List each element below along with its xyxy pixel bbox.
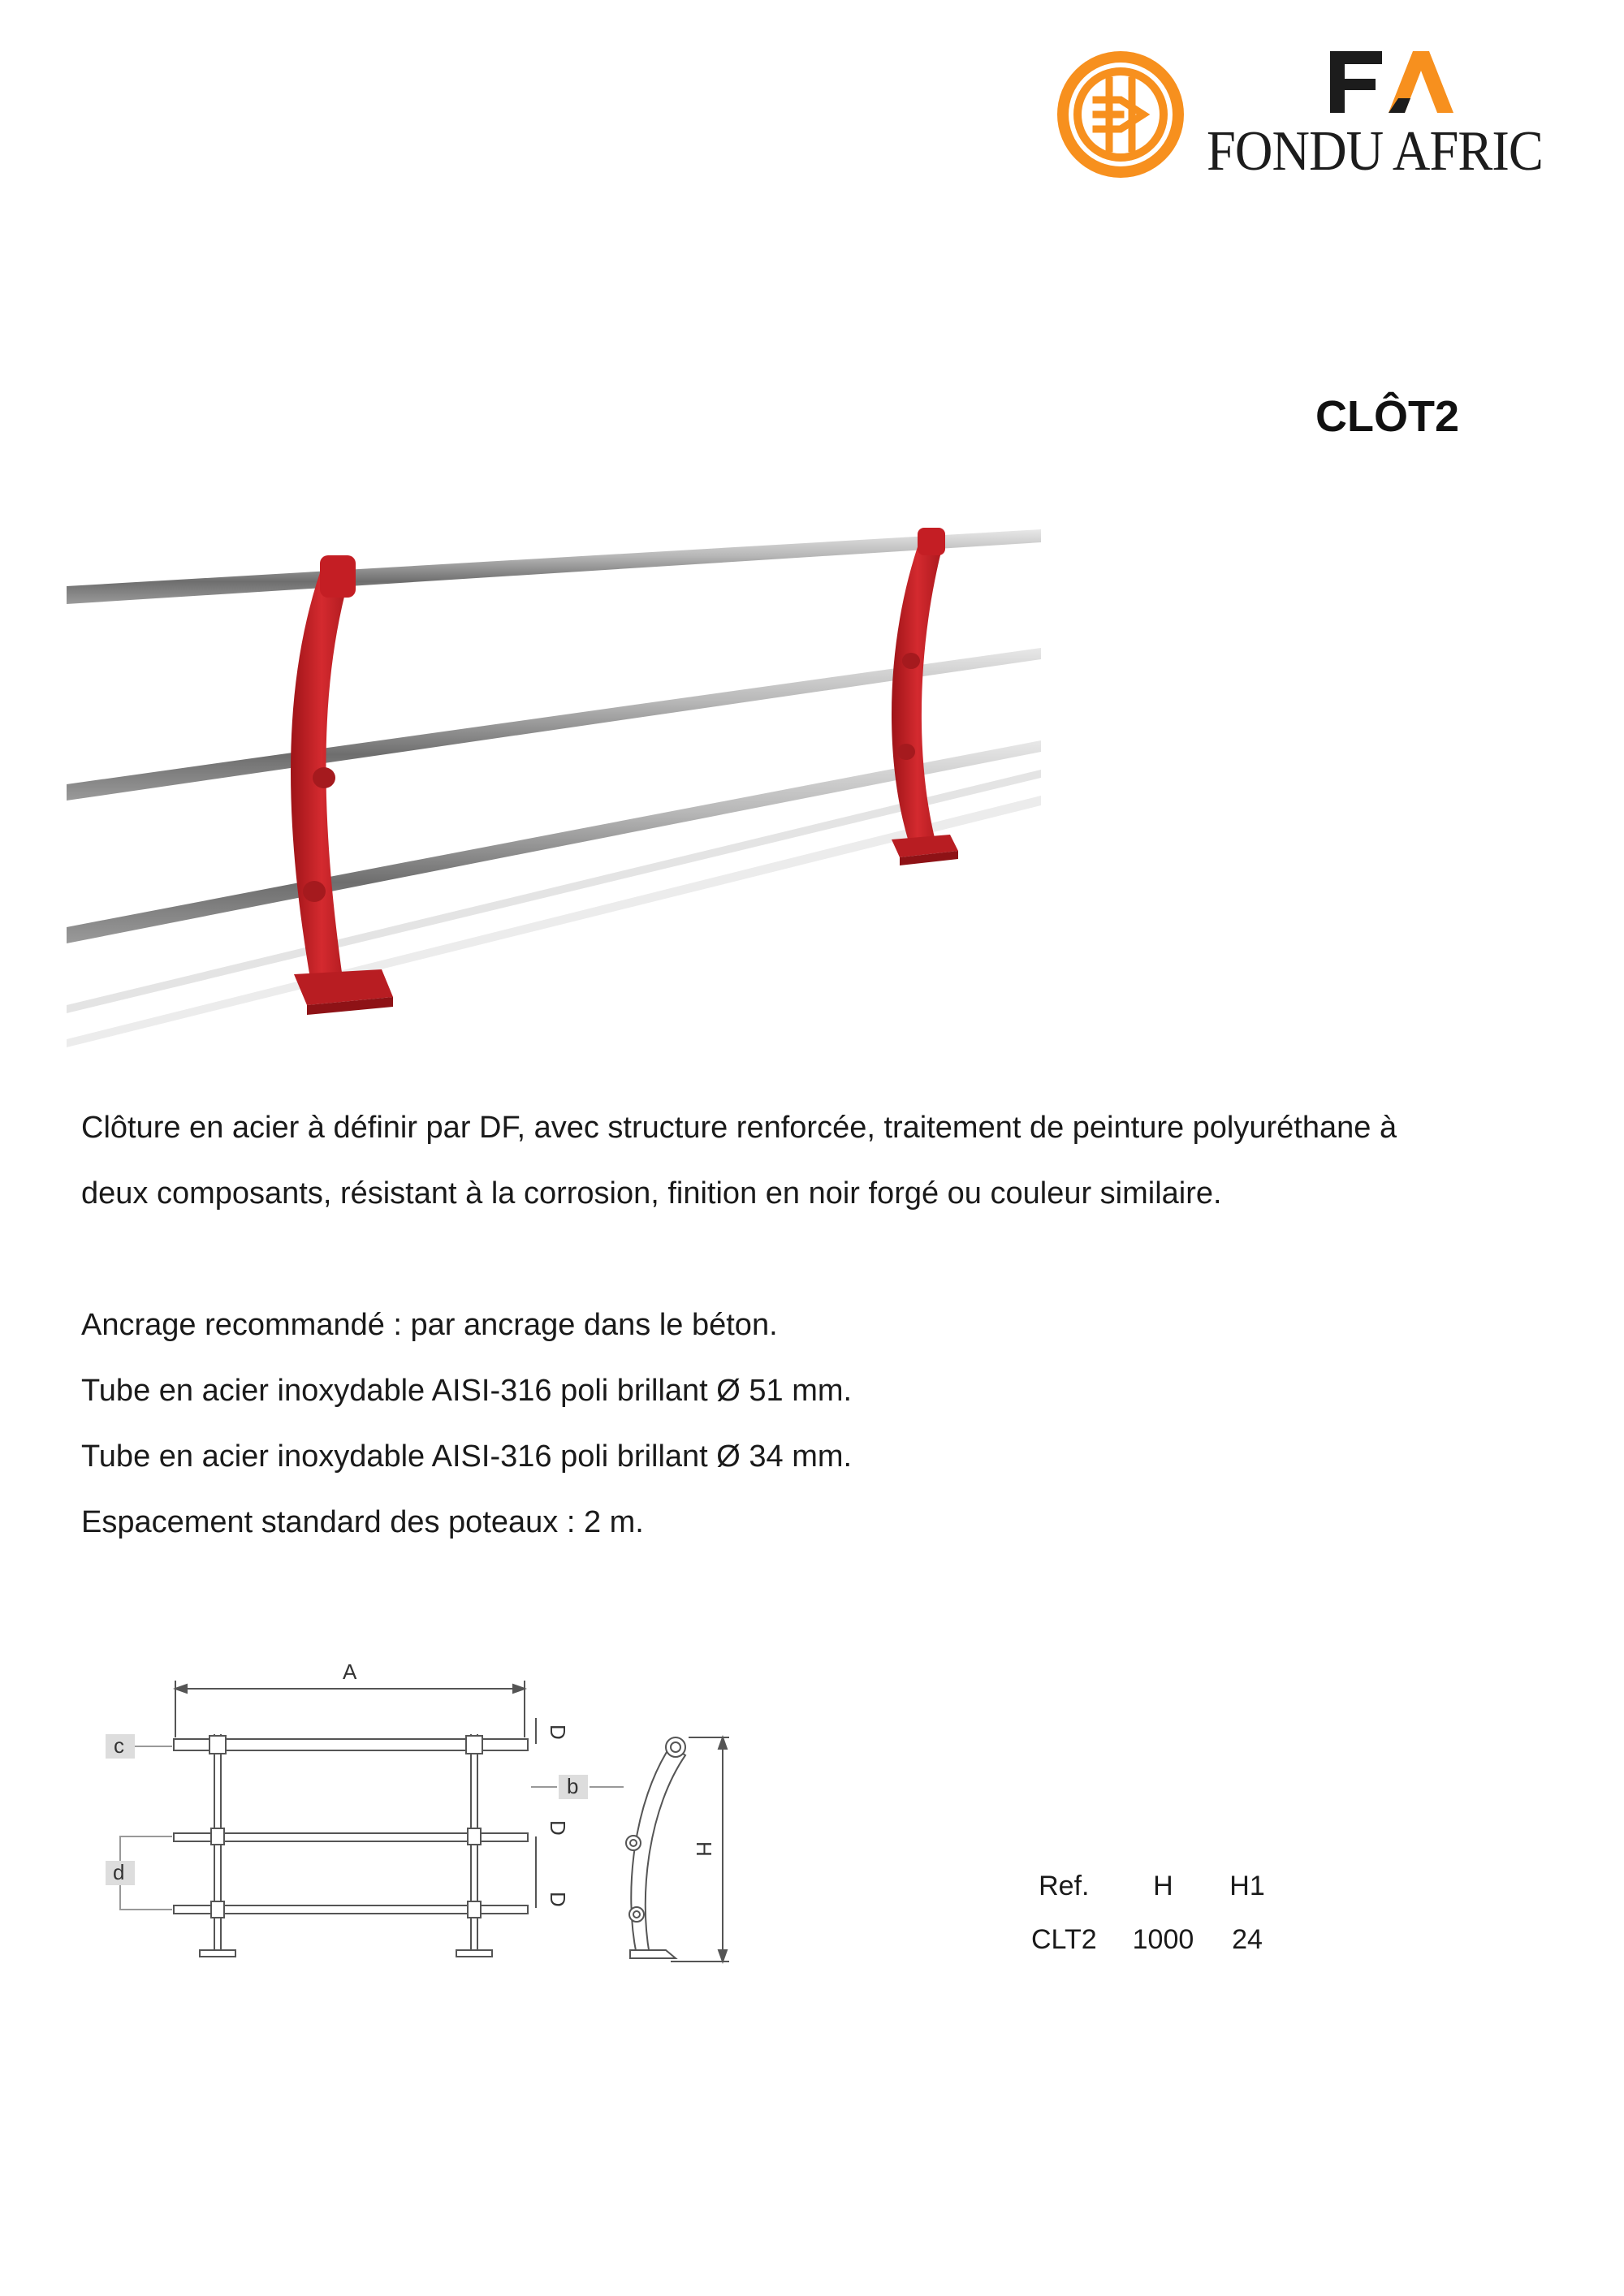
table-header: Ref. bbox=[1039, 1870, 1090, 1901]
label-d: d bbox=[113, 1860, 125, 1884]
dim-label-d-3: D bbox=[546, 1892, 570, 1907]
spec-tube-34: Tube en acier inoxydable AISI-316 poli brillant Ø 34 mm. bbox=[81, 1439, 853, 1474]
technical-drawing bbox=[97, 1648, 747, 1989]
label-b: b bbox=[567, 1774, 579, 1798]
fence-product-illustration bbox=[67, 520, 1041, 1047]
spec-anchoring: Ancrage recommandé : par ancrage dans le béton. bbox=[81, 1308, 778, 1342]
right-post bbox=[892, 528, 958, 865]
table-header: H1 bbox=[1229, 1870, 1265, 1901]
table-header: H bbox=[1153, 1870, 1173, 1901]
reference-table bbox=[1013, 1859, 1283, 1966]
table-cell: 1000 bbox=[1132, 1923, 1194, 1955]
dim-label-d-1: D bbox=[546, 1724, 570, 1740]
ground-shadow bbox=[67, 770, 1041, 1013]
dim-label-h: H bbox=[692, 1841, 716, 1857]
description-line-2: deux composants, résistant à la corrosion, finition en noir forgé ou couleur similaire. bbox=[81, 1176, 1222, 1211]
description-line-1: Clôture en acier à définir par DF, avec structure renforcée, traitement de peinture polyuréthane à bbox=[81, 1111, 1397, 1145]
table-header-row bbox=[1013, 1859, 1283, 1913]
table-row bbox=[1013, 1913, 1283, 1966]
table-cell: 24 bbox=[1232, 1923, 1263, 1955]
dim-label-a: A bbox=[343, 1659, 357, 1684]
ground-shadow bbox=[67, 796, 1041, 1047]
table-cell: CLT2 bbox=[1031, 1923, 1097, 1955]
brand-name: FONDU AFRIC bbox=[1207, 120, 1543, 183]
spec-post-spacing: Espacement standard des poteaux : 2 m. bbox=[81, 1505, 644, 1539]
spec-tube-51: Tube en acier inoxydable AISI-316 poli brillant Ø 51 mm. bbox=[81, 1374, 853, 1408]
product-title: CLÔT2 bbox=[1315, 392, 1460, 441]
brand-logo bbox=[1047, 45, 1592, 191]
label-c: c bbox=[114, 1733, 124, 1758]
dim-label-d-2: D bbox=[546, 1820, 570, 1836]
top-rail bbox=[67, 529, 1041, 604]
